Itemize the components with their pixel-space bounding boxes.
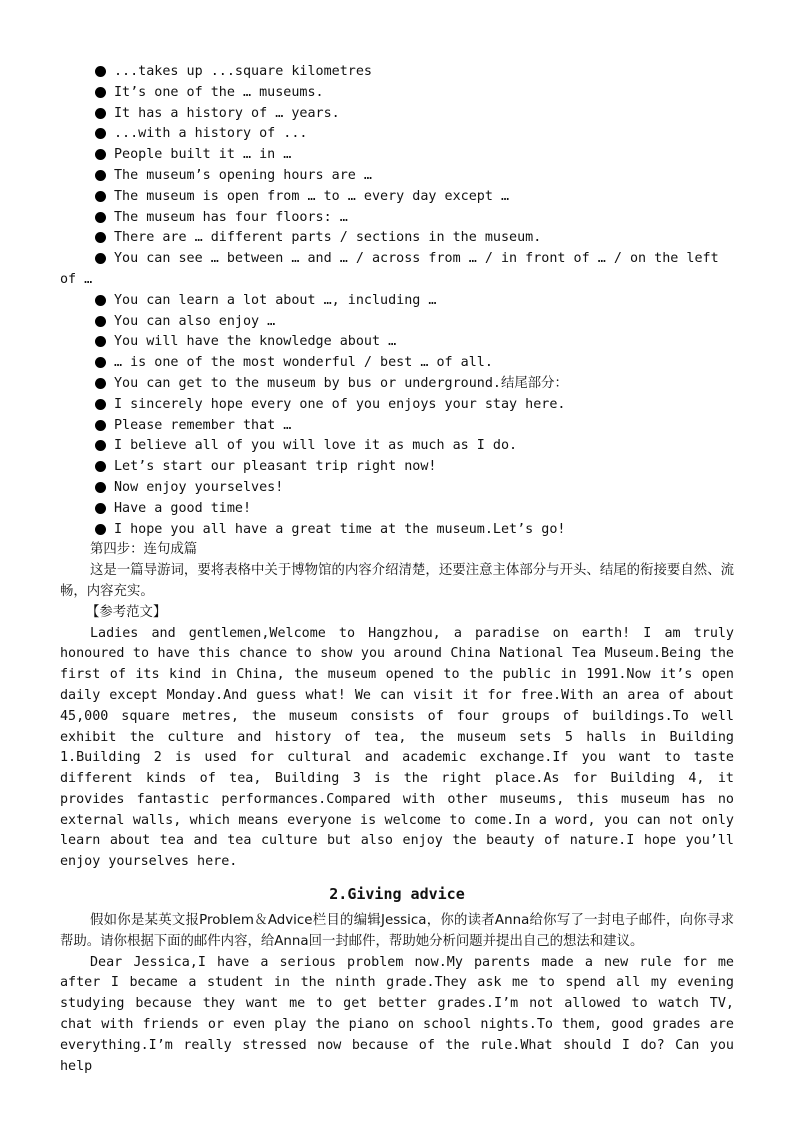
sample-essay: Ladies and gentlemen,Welcome to Hangzhou, a paradise on earth! I am truly honoured to have this chance to show you around China National Tea Museum.Being the first of its kind in China, the museum opened to the public in 1991.Now it’s open daily except Monday.And guess what! We can visit it for free.With an area of about 45,000 square metres, the museum consists of four groups of buildings.To well exhibit the culture and history of tea, the museum sets 5 halls in Building 1.Building 2 is used for cultural and academic exchange.If you want to taste different kinds of tea, Building 3 is the right place.As for Building 4, it provides fantastic performances.Compared with other museums, this museum has no external walls, which means everyone is welcome to come.In a word, you can not only learn about tea and tea culture but also enjoy the beauty of nature.I hope you’ll enjoy yourselves here. — [60, 625, 734, 870]
list-item: The museum’s opening hours are … — [60, 166, 734, 187]
list-item: You can learn a lot about …, including … — [60, 291, 734, 312]
step4-instruction: 这是一篇导游词，要将表格中关于博物馆的内容介绍清楚，还要注意主体部分与开头、结尾的衔接要自然、流畅，内容充实。 — [60, 563, 734, 599]
list-item: I sincerely hope every one of you enjoys your stay here. — [60, 395, 734, 416]
list-item: ...takes up ...square kilometres — [60, 62, 734, 83]
list-item: You can get to the museum by bus or underground.结尾部分： — [60, 374, 734, 395]
list-item: You can see … between … and … / across from … / in front of … / on the left of … — [60, 251, 719, 287]
list-item: I hope you all have a great time at the museum.Let’s go! — [60, 520, 734, 541]
list-item: You can also enjoy … — [60, 312, 734, 333]
reference-sample-heading: 【参考范文】 — [86, 604, 167, 620]
list-item: There are … different parts / sections in the museum. — [60, 228, 734, 249]
list-item: People built it … in … — [60, 145, 734, 166]
bullet-icon — [95, 399, 106, 410]
list-item: I believe all of you will love it as much as I do. — [60, 436, 734, 457]
bullet-icon — [95, 108, 106, 119]
list-item: ...with a history of ... — [60, 124, 734, 145]
bullet-icon — [95, 378, 106, 389]
bullet-icon — [95, 191, 106, 202]
bullet-icon — [95, 316, 106, 327]
list-item: … is one of the most wonderful / best … of all. — [60, 353, 734, 374]
list-item: Now enjoy yourselves! — [60, 478, 734, 499]
list-item: The museum has four floors: … — [60, 208, 734, 229]
phrase-bullet-list — [60, 62, 734, 540]
step4-heading: 第四步：连句成篇 — [90, 542, 198, 558]
section-title: 2.Giving advice — [329, 885, 465, 904]
bullet-icon — [95, 87, 106, 98]
bullet-icon — [95, 295, 106, 306]
email-letter: Dear Jessica,I have a serious problem now.My parents made a new rule for me after I became a student in the ninth grade.They ask me to spend all my evening studying because they want me to get better grades.I’m not allowed to watch TV, chat with friends or even play the piano on school nights.To them, good grades are everything.I’m really stressed now because of the rule.What should I do? Can you help — [60, 954, 734, 1074]
list-item: Please remember that … — [60, 416, 734, 437]
bullet-icon — [95, 503, 106, 514]
bullet-icon — [95, 212, 106, 223]
bullet-icon — [95, 420, 106, 431]
list-item: Have a good time! — [60, 499, 734, 520]
bullet-icon — [95, 170, 106, 181]
list-item: The museum is open from … to … every day except … — [60, 187, 734, 208]
list-item: You will have the knowledge about … — [60, 332, 734, 353]
document-page — [60, 62, 734, 1077]
bullet-icon — [95, 66, 106, 77]
list-item: It has a history of … years. — [60, 104, 734, 125]
bullet-icon — [95, 482, 106, 493]
list-item: Let’s start our pleasant trip right now! — [60, 457, 734, 478]
task-prompt: 假如你是某英文报Problem＆Advice栏目的编辑Jessica，你的读者Anna给你写了一封电子邮件，向你寻求帮助。请你根据下面的邮件内容，给Anna回一封邮件，帮助她分析问题并提出自己的想法和建议。 — [60, 913, 734, 949]
list-item: It’s one of the … museums. — [60, 83, 734, 104]
bullet-icon — [95, 524, 106, 535]
